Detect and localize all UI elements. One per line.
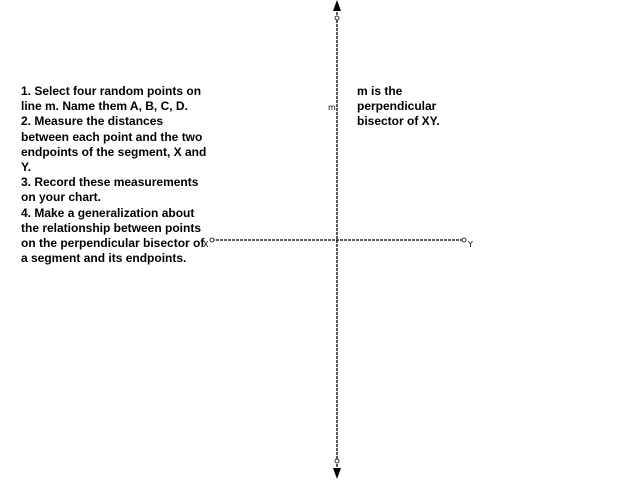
- line-m-bottom-arrow: [333, 468, 341, 479]
- line-m-label: m: [328, 103, 336, 112]
- instruction-step-2: 2. Measure the distances between each point and the two endpoints of the segment, X and Y.: [21, 114, 207, 175]
- line-m-top-arrow: [333, 0, 341, 11]
- endpoint-x-point[interactable]: [210, 238, 214, 242]
- line-m-top-point[interactable]: [335, 16, 339, 20]
- instruction-step-3: 3. Record these measurements on your chart.: [21, 175, 199, 205]
- instruction-step-1: 1. Select four random points on line m. Name them A, B, C, D.: [21, 84, 202, 114]
- endpoint-y-point[interactable]: [462, 238, 466, 242]
- endpoint-y-label: Y: [468, 240, 473, 249]
- line-m-bottom-point[interactable]: [335, 459, 339, 463]
- segment-xy[interactable]: [210, 238, 466, 242]
- instruction-step-4: 4. Make a generalization about the relationship between points on the perpendicular bisector of a segment and its endpoints.: [21, 205, 205, 266]
- bisector-note: m is the perpendicular bisector of XY.: [357, 84, 440, 129]
- endpoint-x-label: X: [203, 240, 209, 249]
